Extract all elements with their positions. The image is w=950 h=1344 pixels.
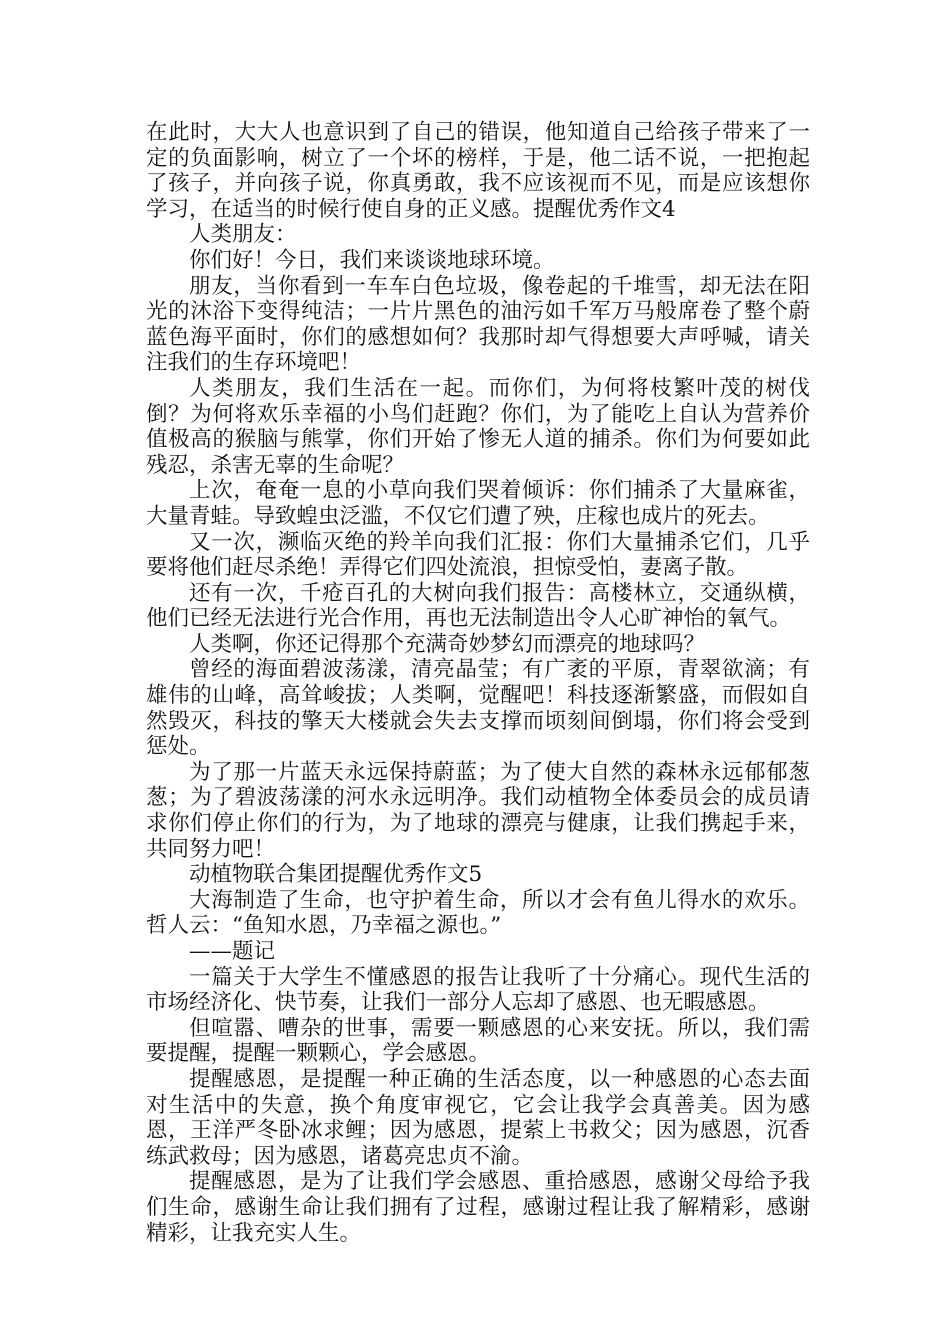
paragraph: 提醒感恩，是为了让我们学会感恩、重拾感恩，感谢父母给予我们生命，感谢生命让我们拥有了过程，感谢过程让我了解精彩，感谢精彩，让我充实人生。 [146, 1169, 810, 1246]
paragraph-salutation: 人类朋友： [189, 222, 297, 248]
paragraph: 一篇关于大学生不懂感恩的报告让我听了十分痛心。现代生活的市场经济化、快节奏，让我们一部分人忘却了感恩、也无暇感恩。 [146, 964, 810, 1016]
paragraph: 还有一次，千疮百孔的大树向我们报告：高楼林立，交通纵横，他们已经无法进行光合作用，再也无法制造出令人心旷神怡的氧气。 [146, 580, 810, 632]
paragraph-epigraph-note: ——题记 [189, 939, 276, 964]
paragraph: 大海制造了生命，也守护着生命，所以才会有鱼儿得水的欢乐。哲人云：“鱼知水恩，乃幸福之源也。” [146, 887, 810, 939]
paragraph: 上次，奄奄一息的小草向我们哭着倾诉：你们捕杀了大量麻雀，大量青蛙。导致蝗虫泛滥，不仅它们遭了殃，庄稼也成片的死去。 [146, 478, 810, 529]
paragraph: 朋友，当你看到一车车白色垃圾，像卷起的千堆雪，却无法在阳光的沐浴下变得纯洁；一片片黑色的油污如千军万马般席卷了整个蔚蓝色海平面时，你们的感想如何？我那时却气得想要大声呼喊，请关注我们的生存环境吧！ [146, 273, 810, 376]
paragraph-signature-heading: 动植物联合集团提醒优秀作文5 [189, 862, 483, 888]
paragraph: 但喧嚣、嘈杂的世事，需要一颗感恩的心来安抚。所以，我们需要提醒，提醒一颗颗心，学会感恩。 [146, 1015, 810, 1067]
paragraph: 你们好！今日，我们来谈谈地球环境。 [189, 247, 555, 273]
paragraph: 人类朋友，我们生活在一起。而你们，为何将枝繁叶茂的树伐倒？为何将欢乐幸福的小鸟们赶跑？你们，为了能吃上自认为营养价值极高的猴脑与熊掌，你们开始了惨无人道的捕杀。你们为何要如此残忍，杀害无辜的生命呢？ [146, 375, 810, 478]
document-body [146, 120, 810, 1246]
paragraph: 提醒感恩，是提醒一种正确的生活态度，以一种感恩的心态去面对生活中的失意，换个角度审视它，它会让我学会真善美。因为感恩，王洋严冬卧冰求鲤；因为感恩，提萦上书救父；因为感恩，沉香练武救母；因为感恩，诸葛亮忠贞不渝。 [146, 1066, 810, 1169]
paragraph: 又一次，濒临灭绝的羚羊向我们汇报：你们大量捕杀它们，几乎要将他们赶尽杀绝！弄得它们四处流浪，担惊受怕，妻离子散。 [146, 529, 810, 581]
paragraph: 曾经的海面碧波荡漾，清亮晶莹；有广袤的平原，青翠欲滴；有雄伟的山峰，高耸峻拔；人类啊，觉醒吧！科技逐渐繁盛，而假如自然毁灭，科技的擎天大楼就会失去支撑而顷刻间倒塌，你们将会受到惩处。 [146, 657, 810, 760]
paragraph: 在此时，大大人也意识到了自己的错误，他知道自己给孩子带来了一定的负面影响，树立了一个坏的榜样，于是，他二话不说，一把抱起了孩子，并向孩子说，你真勇敢，我不应该视而不见，而是应该想你学习，在适当的时候行使自身的正义感。提醒优秀作文4 [146, 120, 810, 222]
paragraph: 人类啊，你还记得那个充满奇妙梦幻而漂亮的地球吗？ [189, 631, 706, 657]
paragraph: 为了那一片蓝天永远保持蔚蓝；为了使大自然的森林永远郁郁葱葱；为了碧波荡漾的河水永远明净。我们动植物全体委员会的成员请求你们停止你们的行为，为了地球的漂亮与健康，让我们携起手来，共同努力吧！ [146, 759, 810, 862]
